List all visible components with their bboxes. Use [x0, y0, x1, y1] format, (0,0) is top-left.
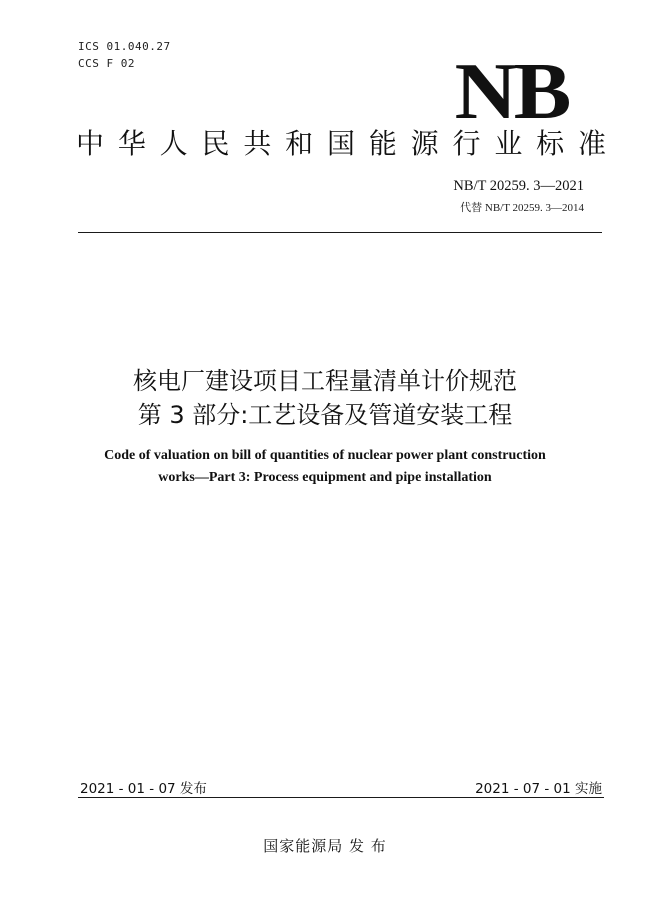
- ics-code: ICS 01.040.27: [78, 40, 171, 53]
- header-divider: [78, 232, 602, 233]
- chinese-title-line-1: 核电厂建设项目工程量清单计价规范: [133, 367, 517, 395]
- english-title-line-2: works—Part 3: Process equipment and pipe installation: [158, 470, 492, 485]
- implementation-date: 2021 - 07 - 01 实施: [475, 781, 602, 797]
- nb-logo: NB: [454, 48, 568, 136]
- standard-type-title: 中华人民共和国能源行业标准: [76, 127, 606, 160]
- english-title-line-1: Code of valuation on bill of quantities of nuclear power plant construction: [104, 448, 546, 463]
- chinese-title-line-2: 第 3 部分:工艺设备及管道安装工程: [137, 401, 513, 429]
- standard-number: NB/T 20259. 3—2021: [453, 178, 584, 194]
- issue-date: 2021 - 01 - 07 发布: [80, 781, 207, 797]
- issuing-authority: 国家能源局 发 布: [263, 837, 387, 855]
- ccs-code: CCS F 02: [78, 57, 135, 70]
- replaces-note: 代替 NB/T 20259. 3—2014: [460, 202, 584, 214]
- footer-divider: [78, 797, 604, 798]
